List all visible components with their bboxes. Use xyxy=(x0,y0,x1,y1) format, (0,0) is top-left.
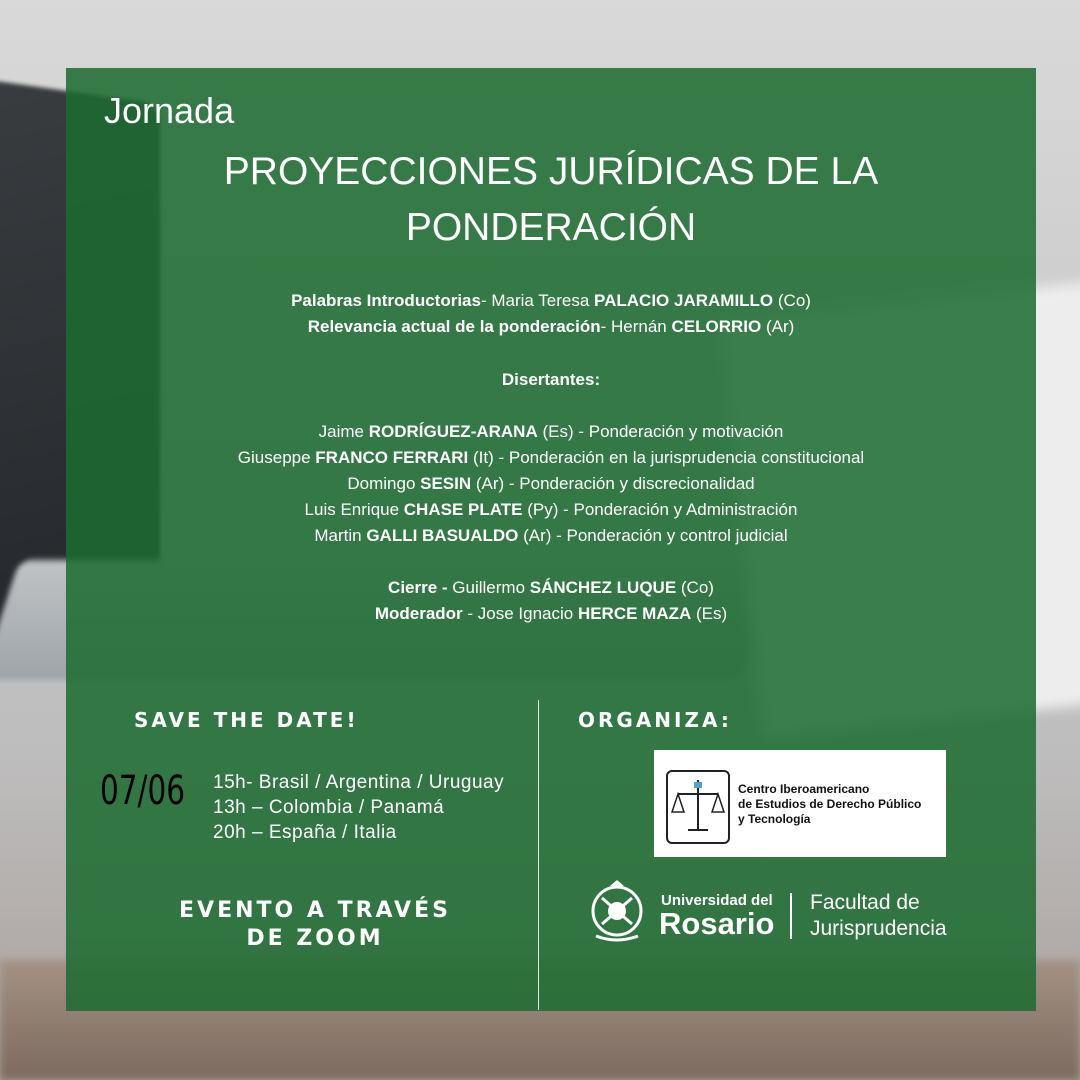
faculty-line: Facultad de xyxy=(810,891,920,914)
speaker-topic: (Es) - Ponderación y motivación xyxy=(537,422,784,441)
speaker-first-name: Luis Enrique xyxy=(304,500,404,519)
moderator-line xyxy=(66,603,1036,625)
speaker-surname: GALLI BASUALDO xyxy=(366,526,519,545)
speaker-country: (Co) xyxy=(773,291,811,310)
speaker-first-name: Hernán xyxy=(611,317,672,336)
speaker-surname: CELORRIO xyxy=(671,317,762,336)
university-crest-icon xyxy=(582,878,652,948)
speaker-topic: (Py) - Ponderación y Administración xyxy=(522,500,798,519)
column-divider xyxy=(538,700,539,1010)
moderator-label: Moderador xyxy=(374,604,463,623)
speaker-first-name: Domingo xyxy=(347,474,421,493)
centro-line: de Estudios de Derecho Público xyxy=(738,797,922,811)
closing-label: Cierre - xyxy=(388,578,448,597)
logo-separator xyxy=(790,893,792,939)
speaker-surname: SÁNCHEZ LUQUE xyxy=(529,578,677,597)
speaker-country: (Ar) xyxy=(761,317,795,336)
faculty-name xyxy=(810,890,947,942)
speaker-topic: (Ar) - Ponderación y discrecionalidad xyxy=(471,474,755,493)
schedule-line: 15h- Brasil / Argentina / Uruguay xyxy=(213,772,505,793)
faculty-line: Jurisprudencia xyxy=(810,917,947,940)
schedule-line: 20h – España / Italia xyxy=(213,822,397,843)
speaker-line xyxy=(66,447,1036,469)
schedule-line: 13h – Colombia / Panamá xyxy=(213,797,445,818)
speaker-surname: SESIN xyxy=(420,474,472,493)
speaker-surname: CHASE PLATE xyxy=(403,500,523,519)
event-kicker: Jornada xyxy=(104,90,235,131)
speaker-line xyxy=(66,421,1036,443)
intro-line xyxy=(66,290,1036,312)
speaker-surname: PALACIO JARAMILLO xyxy=(594,291,774,310)
centro-logo-text xyxy=(738,782,921,827)
speaker-country: (Co) xyxy=(676,578,714,597)
centro-line: y Tecnología xyxy=(738,812,811,826)
speakers-heading xyxy=(66,369,1036,391)
speaker-first-name: - Jose Ignacio xyxy=(462,604,578,623)
event-title-line1: PROYECCIONES JURÍDICAS DE LA xyxy=(223,150,879,193)
zoom-notice-line2: DE ZOOM xyxy=(246,926,384,951)
speaker-topic: (Ar) - Ponderación y control judicial xyxy=(518,526,788,545)
speaker-first-name: Maria Teresa xyxy=(491,291,595,310)
zoom-notice-line1: EVENTO A TRAVÉS xyxy=(179,898,451,923)
speaker-country: (Es) xyxy=(691,604,728,623)
intro-label: Palabras Introductorias xyxy=(291,291,481,310)
speakers-heading-text: Disertantes: xyxy=(501,370,601,389)
centro-logo-card xyxy=(654,750,946,857)
intro-label: Relevancia actual de la ponderación xyxy=(307,317,601,336)
university-name-small: Universidad del xyxy=(661,892,773,909)
save-the-date-heading: SAVE THE DATE! xyxy=(134,708,359,732)
speaker-first-name: Giuseppe xyxy=(237,448,316,467)
speaker-first-name: Jaime xyxy=(318,422,369,441)
speaker-line xyxy=(66,499,1036,521)
university-name-big: Rosario xyxy=(659,906,775,941)
closing-line xyxy=(66,577,1036,599)
speaker-line xyxy=(66,473,1036,495)
justice-scale-icon xyxy=(666,770,730,844)
speaker-line xyxy=(66,525,1036,547)
speaker-surname: HERCE MAZA xyxy=(577,604,692,623)
speaker-surname: FRANCO FERRARI xyxy=(315,448,469,467)
speaker-surname: RODRÍGUEZ-ARANA xyxy=(368,422,538,441)
speaker-first-name: Guillermo xyxy=(447,578,530,597)
speaker-topic: (It) - Ponderación en la jurisprudencia constitucional xyxy=(468,448,865,467)
intro-sep: - xyxy=(480,291,492,310)
intro-line xyxy=(66,316,1036,338)
event-date: 07/06 xyxy=(100,768,186,814)
speaker-first-name: Martin xyxy=(314,526,367,545)
event-title-line2: PONDERACIÓN xyxy=(405,206,697,249)
centro-line: Centro Iberoamericano xyxy=(738,782,870,796)
organiza-heading: ORGANIZA: xyxy=(578,708,732,732)
intro-sep: - xyxy=(600,317,611,336)
